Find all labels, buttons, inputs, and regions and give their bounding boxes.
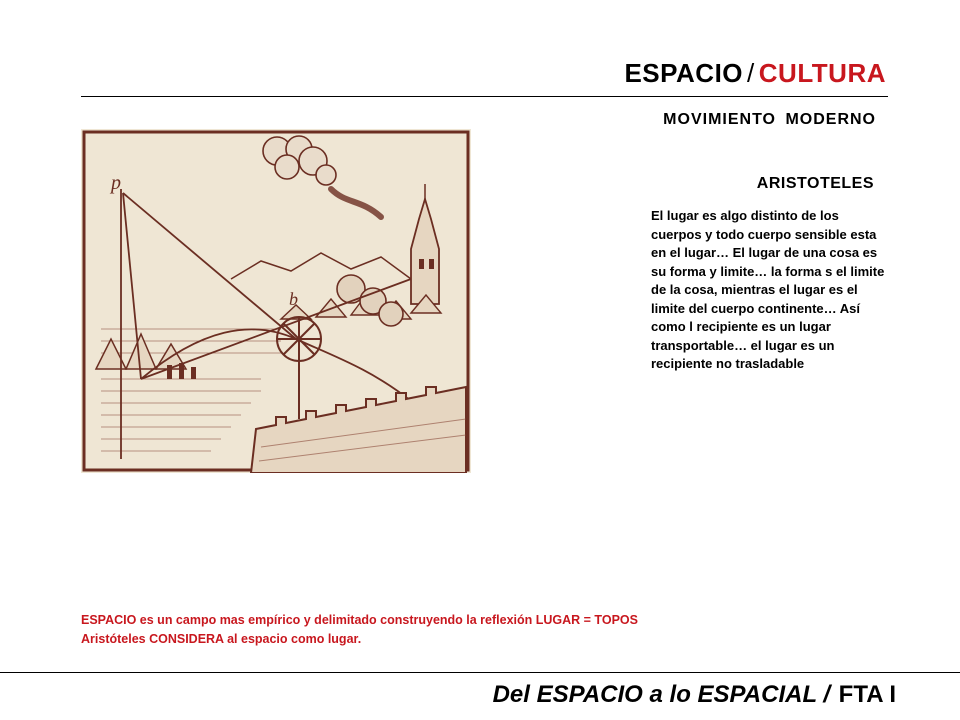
aristotle-quote: El lugar es algo distinto de los cuerpos y todo cuerpo sensible esta en el lugar… El lugar de una cosa es su forma y limite… la forma s el limite de la cosa, mientras el lugar es el limite del cuerpo continente… Así como l recipiente es un lugar transportable… el lugar es un recipiente no trasladable bbox=[651, 208, 885, 371]
footer-title bbox=[493, 681, 896, 709]
title-separator: / bbox=[747, 58, 755, 88]
footer-divider bbox=[0, 672, 960, 673]
footer-text: Del ESPACIO a lo ESPACIAL / bbox=[492, 681, 830, 708]
header-divider bbox=[81, 96, 888, 97]
caption bbox=[81, 611, 638, 649]
page-title bbox=[624, 58, 886, 89]
label-p: p bbox=[111, 172, 121, 194]
page-subtitle: MOVIMIENTO MODERNO bbox=[663, 111, 876, 128]
title-right: CULTURA bbox=[758, 58, 886, 88]
label-b: b bbox=[289, 289, 298, 309]
caption-line-1: ESPACIO es un campo mas empírico y delimitado construyendo la reflexión LUGAR = TOPOS bbox=[81, 613, 638, 627]
woodcut-illustration bbox=[81, 129, 471, 473]
title-left: ESPACIO bbox=[624, 58, 744, 88]
section-heading: ARISTOTELES bbox=[756, 175, 874, 192]
footer-code: FTA I bbox=[838, 681, 896, 708]
caption-line-2: Aristóteles CONSIDERA al espacio como lugar. bbox=[81, 632, 362, 646]
